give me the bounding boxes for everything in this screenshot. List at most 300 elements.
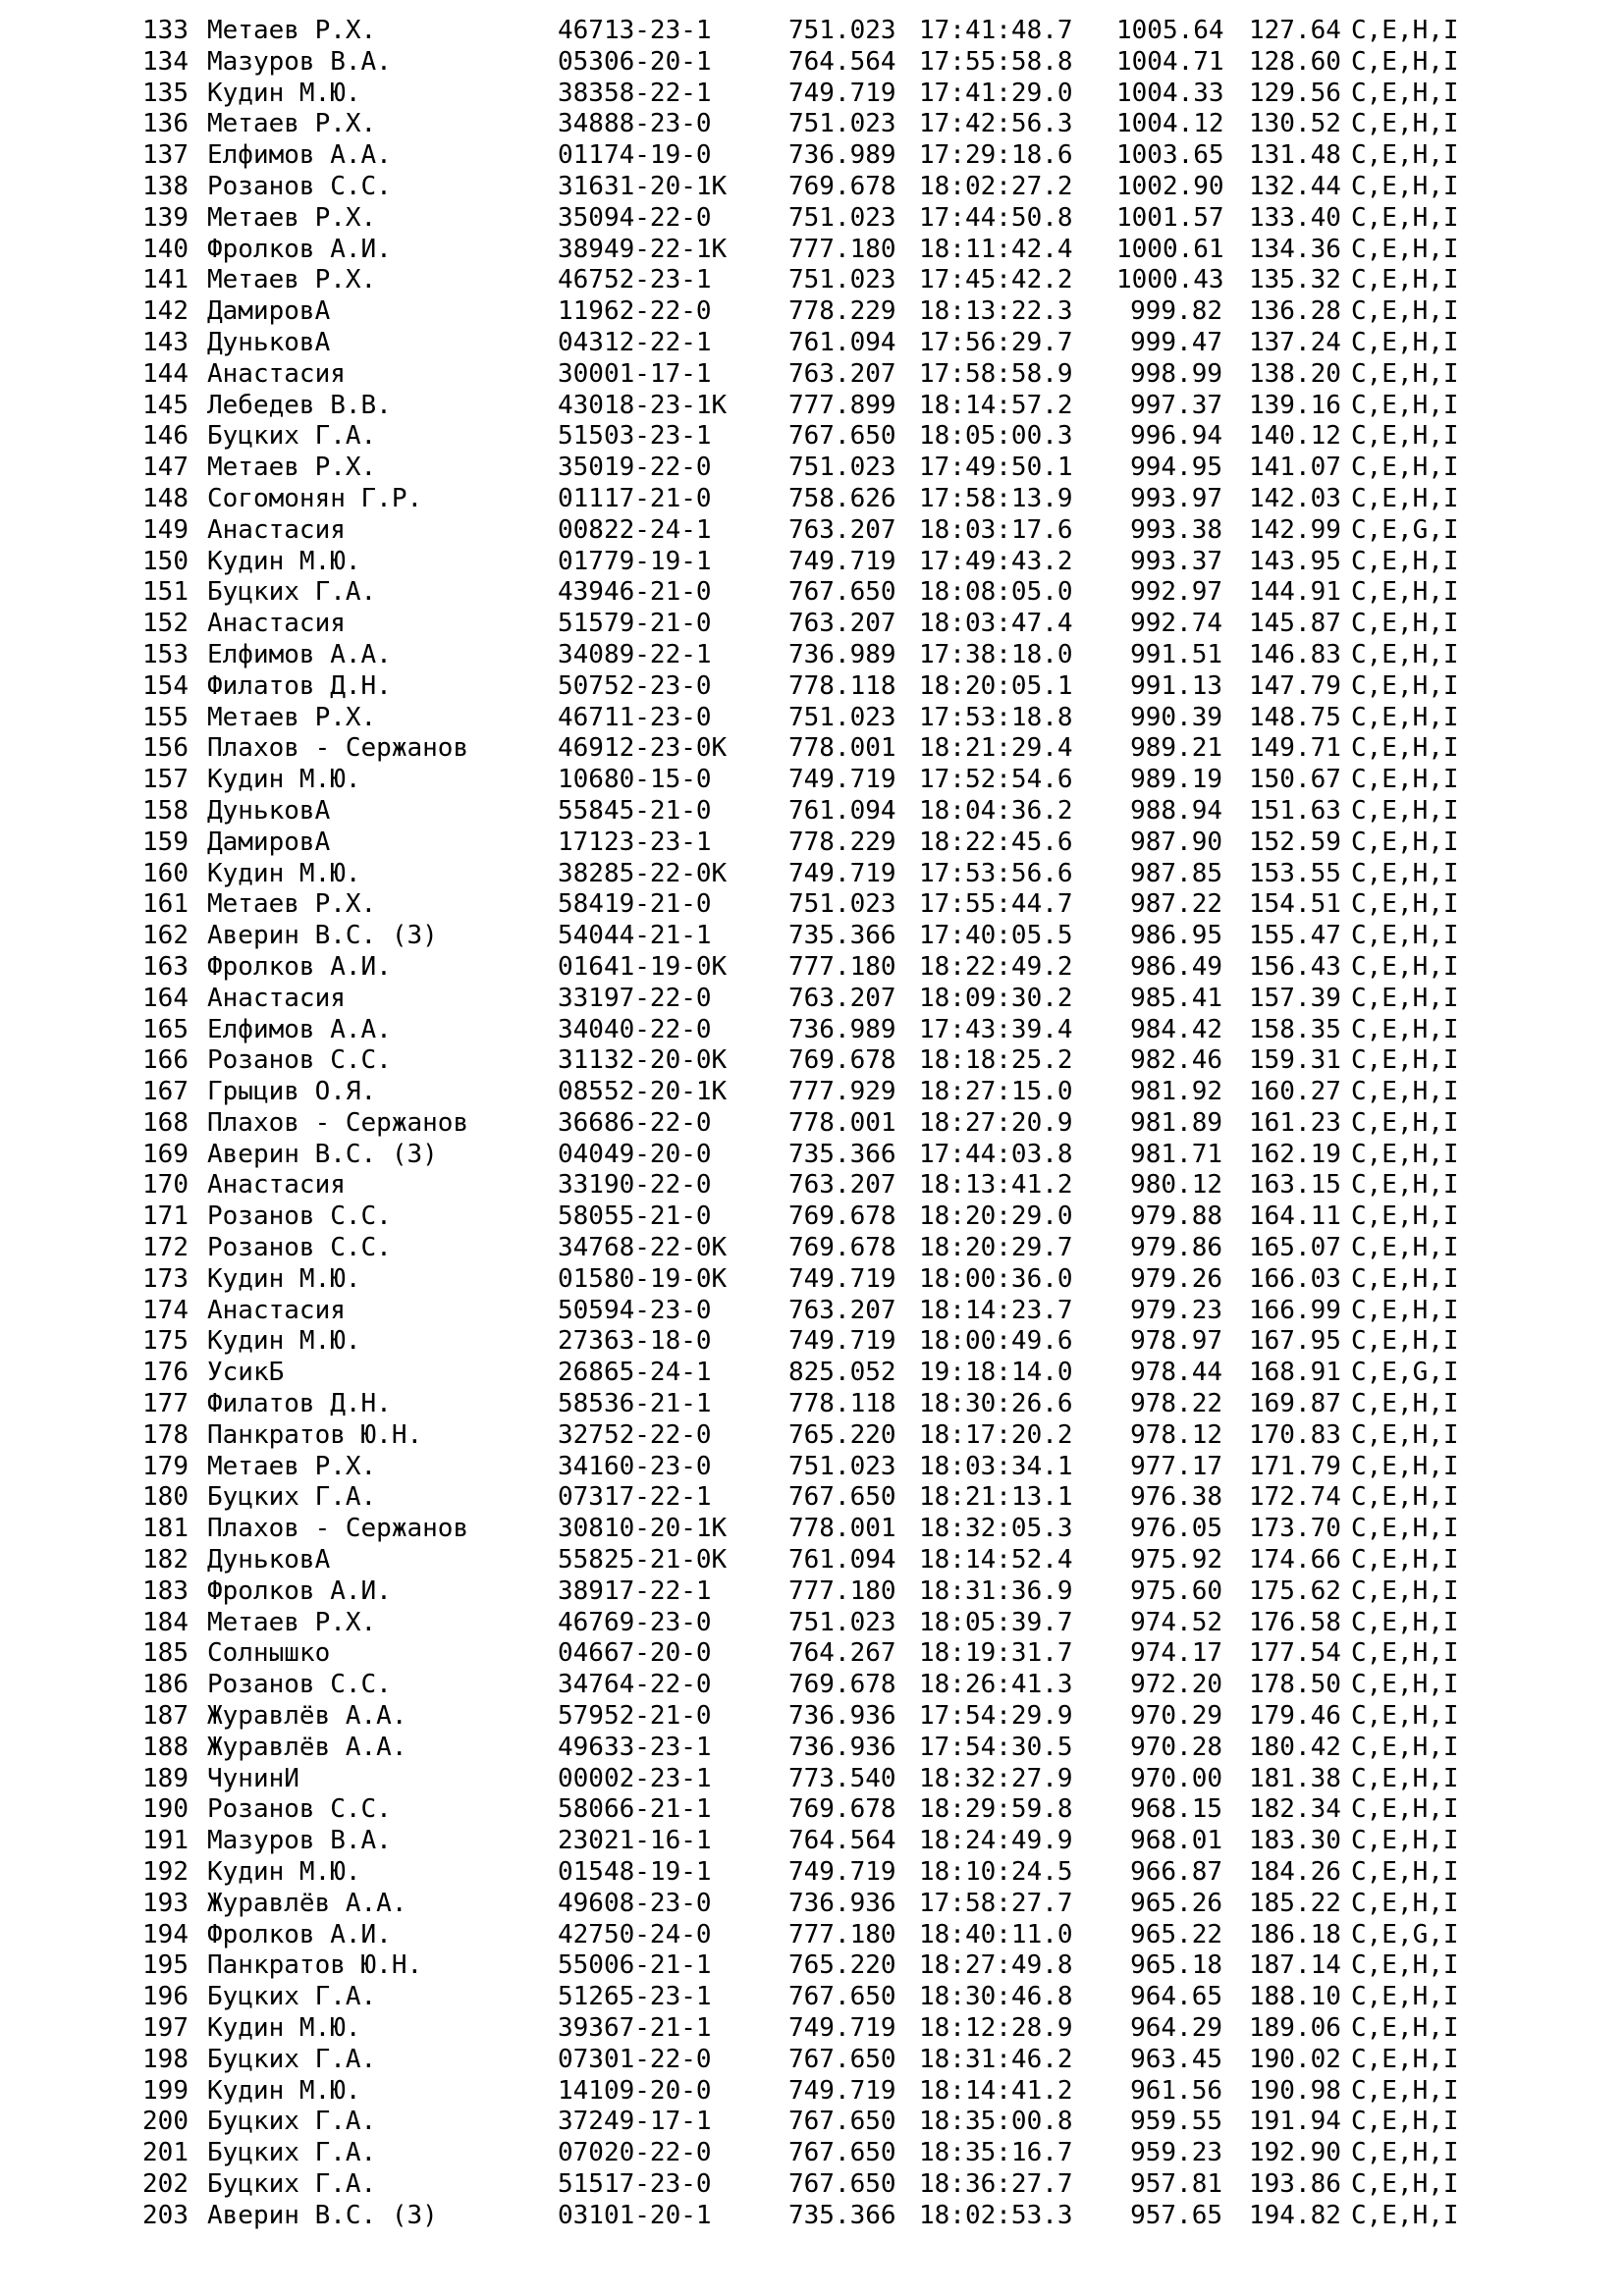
- distance-cell: 825.052: [788, 1358, 896, 1388]
- categories-cell: C,E,H,I: [1351, 1419, 1459, 1450]
- distance-cell: 763.207: [788, 1295, 896, 1325]
- ring-number-cell: 55845-21-0: [558, 795, 712, 826]
- table-row: [0, 453, 1624, 484]
- distance-cell: 777.180: [788, 1575, 896, 1606]
- arrival-time-cell: 17:42:56.3: [919, 109, 1073, 139]
- arrival-time-cell: 18:17:20.2: [919, 1419, 1073, 1450]
- place-cell: 155: [142, 702, 189, 732]
- table-row: [0, 140, 1624, 172]
- coefficient-cell: 186.18: [1249, 1919, 1341, 1949]
- fancier-name-cell: Анастасия: [207, 609, 346, 639]
- ring-number-cell: 54044-21-1: [558, 921, 712, 951]
- place-cell: 183: [142, 1575, 189, 1606]
- fancier-name-cell: ДуньковА: [207, 795, 331, 826]
- fancier-name-cell: Буцких Г.А.: [207, 2107, 377, 2137]
- place-cell: 186: [142, 1670, 189, 1700]
- distance-cell: 736.936: [788, 1732, 896, 1762]
- arrival-time-cell: 17:55:44.7: [919, 889, 1073, 920]
- table-row: [0, 1826, 1624, 1857]
- table-row: [0, 671, 1624, 703]
- coefficient-cell: 155.47: [1249, 921, 1341, 951]
- ring-number-cell: 31631-20-1K: [558, 171, 728, 201]
- speed-cell: 974.17: [1130, 1638, 1222, 1669]
- distance-cell: 778.001: [788, 1107, 896, 1138]
- fancier-name-cell: Кудин М.Ю.: [207, 2013, 361, 2043]
- place-cell: 148: [142, 483, 189, 513]
- speed-cell: 993.37: [1130, 546, 1222, 576]
- ring-number-cell: 01779-19-1: [558, 546, 712, 576]
- ring-number-cell: 34768-22-0K: [558, 1233, 728, 1263]
- speed-cell: 1004.33: [1116, 78, 1224, 108]
- fancier-name-cell: ДуньковА: [207, 1545, 331, 1575]
- fancier-name-cell: ДуньковА: [207, 327, 331, 357]
- arrival-time-cell: 17:41:29.0: [919, 78, 1073, 108]
- distance-cell: 764.564: [788, 46, 896, 77]
- categories-cell: C,E,H,I: [1351, 1545, 1459, 1575]
- categories-cell: C,E,H,I: [1351, 1701, 1459, 1732]
- distance-cell: 749.719: [788, 1326, 896, 1357]
- place-cell: 176: [142, 1358, 189, 1388]
- coefficient-cell: 173.70: [1249, 1514, 1341, 1544]
- arrival-time-cell: 18:13:41.2: [919, 1170, 1073, 1201]
- distance-cell: 767.650: [788, 577, 896, 608]
- ring-number-cell: 34888-23-0: [558, 109, 712, 139]
- categories-cell: C,E,H,I: [1351, 1077, 1459, 1107]
- fancier-name-cell: Аверин В.С. (З): [207, 921, 438, 951]
- table-row: [0, 1857, 1624, 1889]
- categories-cell: C,E,H,I: [1351, 1794, 1459, 1825]
- arrival-time-cell: 18:14:52.4: [919, 1545, 1073, 1575]
- speed-cell: 1003.65: [1116, 140, 1224, 171]
- table-row: [0, 1545, 1624, 1576]
- table-row: [0, 1482, 1624, 1514]
- fancier-name-cell: Елфимов А.А.: [207, 140, 392, 171]
- ring-number-cell: 00002-23-1: [558, 1763, 712, 1793]
- arrival-time-cell: 18:14:41.2: [919, 2075, 1073, 2106]
- distance-cell: 767.650: [788, 1982, 896, 2012]
- speed-cell: 989.19: [1130, 765, 1222, 795]
- ring-number-cell: 43946-21-0: [558, 577, 712, 608]
- speed-cell: 965.26: [1130, 1888, 1222, 1918]
- table-row: [0, 952, 1624, 984]
- ring-number-cell: 51503-23-1: [558, 421, 712, 452]
- coefficient-cell: 160.27: [1249, 1077, 1341, 1107]
- speed-cell: 978.12: [1130, 1419, 1222, 1450]
- arrival-time-cell: 18:20:29.0: [919, 1201, 1073, 1232]
- coefficient-cell: 193.86: [1249, 2168, 1341, 2199]
- place-cell: 160: [142, 858, 189, 888]
- categories-cell: C,E,H,I: [1351, 2168, 1459, 2199]
- fancier-name-cell: Кудин М.Ю.: [207, 546, 361, 576]
- coefficient-cell: 189.06: [1249, 2013, 1341, 2043]
- arrival-time-cell: 17:49:43.2: [919, 546, 1073, 576]
- table-row: [0, 1889, 1624, 1920]
- fancier-name-cell: Розанов С.С.: [207, 1233, 392, 1263]
- fancier-name-cell: Буцких Г.А.: [207, 1482, 377, 1513]
- fancier-name-cell: Метаев Р.Х.: [207, 265, 377, 295]
- arrival-time-cell: 17:44:03.8: [919, 1139, 1073, 1169]
- table-row: [0, 109, 1624, 140]
- ring-number-cell: 58055-21-0: [558, 1201, 712, 1232]
- table-row: [0, 1794, 1624, 1826]
- speed-cell: 1001.57: [1116, 202, 1224, 233]
- coefficient-cell: 157.39: [1249, 983, 1341, 1013]
- fancier-name-cell: Елфимов А.А.: [207, 639, 392, 669]
- coefficient-cell: 132.44: [1249, 171, 1341, 201]
- coefficient-cell: 167.95: [1249, 1326, 1341, 1357]
- ring-number-cell: 10680-15-0: [558, 765, 712, 795]
- speed-cell: 975.60: [1130, 1575, 1222, 1606]
- ring-number-cell: 01174-19-0: [558, 140, 712, 171]
- distance-cell: 761.094: [788, 795, 896, 826]
- categories-cell: C,E,H,I: [1351, 1514, 1459, 1544]
- place-cell: 136: [142, 109, 189, 139]
- arrival-time-cell: 17:58:13.9: [919, 483, 1073, 513]
- place-cell: 184: [142, 1607, 189, 1637]
- distance-cell: 761.094: [788, 1545, 896, 1575]
- distance-cell: 769.678: [788, 171, 896, 201]
- coefficient-cell: 165.07: [1249, 1233, 1341, 1263]
- speed-cell: 986.95: [1130, 921, 1222, 951]
- distance-cell: 763.207: [788, 609, 896, 639]
- coefficient-cell: 152.59: [1249, 827, 1341, 857]
- categories-cell: C,E,H,I: [1351, 1014, 1459, 1044]
- fancier-name-cell: Кудин М.Ю.: [207, 78, 361, 108]
- fancier-name-cell: Кудин М.Ю.: [207, 2075, 361, 2106]
- table-row: [0, 421, 1624, 453]
- table-row: [0, 1108, 1624, 1140]
- coefficient-cell: 187.14: [1249, 1950, 1341, 1981]
- categories-cell: C,E,H,I: [1351, 358, 1459, 389]
- categories-cell: C,E,H,I: [1351, 921, 1459, 951]
- ring-number-cell: 58536-21-1: [558, 1389, 712, 1419]
- categories-cell: C,E,G,I: [1351, 1358, 1459, 1388]
- place-cell: 145: [142, 390, 189, 420]
- ring-number-cell: 11962-22-0: [558, 296, 712, 327]
- ring-number-cell: 23021-16-1: [558, 1826, 712, 1856]
- coefficient-cell: 147.79: [1249, 670, 1341, 701]
- speed-cell: 982.46: [1130, 1045, 1222, 1076]
- speed-cell: 970.00: [1130, 1763, 1222, 1793]
- place-cell: 188: [142, 1732, 189, 1762]
- distance-cell: 751.023: [788, 702, 896, 732]
- speed-cell: 999.47: [1130, 327, 1222, 357]
- table-row: [0, 2138, 1624, 2169]
- coefficient-cell: 191.94: [1249, 2107, 1341, 2137]
- fancier-name-cell: Аверин В.С. (З): [207, 1139, 438, 1169]
- fancier-name-cell: Метаев Р.Х.: [207, 453, 377, 483]
- place-cell: 152: [142, 609, 189, 639]
- coefficient-cell: 177.54: [1249, 1638, 1341, 1669]
- coefficient-cell: 188.10: [1249, 1982, 1341, 2012]
- categories-cell: C,E,H,I: [1351, 1326, 1459, 1357]
- coefficient-cell: 151.63: [1249, 795, 1341, 826]
- categories-cell: C,E,H,I: [1351, 202, 1459, 233]
- ring-number-cell: 01548-19-1: [558, 1857, 712, 1888]
- place-cell: 177: [142, 1389, 189, 1419]
- arrival-time-cell: 18:18:25.2: [919, 1045, 1073, 1076]
- ring-number-cell: 46713-23-1: [558, 16, 712, 45]
- distance-cell: 769.678: [788, 1794, 896, 1825]
- speed-cell: 988.94: [1130, 795, 1222, 826]
- table-row: [0, 1389, 1624, 1420]
- arrival-time-cell: 18:00:36.0: [919, 1263, 1073, 1294]
- speed-cell: 989.21: [1130, 733, 1222, 764]
- ring-number-cell: 35094-22-0: [558, 202, 712, 233]
- fancier-name-cell: Филатов Д.Н.: [207, 670, 392, 701]
- fancier-name-cell: Журавлёв А.А.: [207, 1732, 407, 1762]
- coefficient-cell: 140.12: [1249, 421, 1341, 452]
- coefficient-cell: 181.38: [1249, 1763, 1341, 1793]
- fancier-name-cell: Журавлёв А.А.: [207, 1888, 407, 1918]
- table-row: [0, 984, 1624, 1015]
- speed-cell: 1005.64: [1116, 16, 1224, 45]
- table-row: [0, 1670, 1624, 1701]
- arrival-time-cell: 17:58:58.9: [919, 358, 1073, 389]
- place-cell: 190: [142, 1794, 189, 1825]
- distance-cell: 765.220: [788, 1950, 896, 1981]
- place-cell: 168: [142, 1107, 189, 1138]
- speed-cell: 978.22: [1130, 1389, 1222, 1419]
- arrival-time-cell: 18:40:11.0: [919, 1919, 1073, 1949]
- distance-cell: 735.366: [788, 2200, 896, 2230]
- place-cell: 198: [142, 2044, 189, 2074]
- arrival-time-cell: 18:27:49.8: [919, 1950, 1073, 1981]
- coefficient-cell: 145.87: [1249, 609, 1341, 639]
- coefficient-cell: 130.52: [1249, 109, 1341, 139]
- coefficient-cell: 142.03: [1249, 483, 1341, 513]
- table-row: [0, 203, 1624, 235]
- distance-cell: 767.650: [788, 2138, 896, 2168]
- table-row: [0, 1950, 1624, 1982]
- fancier-name-cell: Фролков А.И.: [207, 951, 392, 982]
- ring-number-cell: 17123-23-1: [558, 827, 712, 857]
- speed-cell: 959.55: [1130, 2107, 1222, 2137]
- speed-cell: 957.65: [1130, 2200, 1222, 2230]
- distance-cell: 749.719: [788, 1857, 896, 1888]
- speed-cell: 1000.43: [1116, 265, 1224, 295]
- categories-cell: C,E,H,I: [1351, 1982, 1459, 2012]
- categories-cell: C,E,H,I: [1351, 296, 1459, 327]
- speed-cell: 986.49: [1130, 951, 1222, 982]
- table-row: [0, 1264, 1624, 1296]
- ring-number-cell: 03101-20-1: [558, 2200, 712, 2230]
- fancier-name-cell: Буцких Г.А.: [207, 2044, 377, 2074]
- coefficient-cell: 144.91: [1249, 577, 1341, 608]
- arrival-time-cell: 18:24:49.9: [919, 1826, 1073, 1856]
- categories-cell: C,E,H,I: [1351, 951, 1459, 982]
- distance-cell: 767.650: [788, 2168, 896, 2199]
- place-cell: 162: [142, 921, 189, 951]
- categories-cell: C,E,G,I: [1351, 1919, 1459, 1949]
- speed-cell: 994.95: [1130, 453, 1222, 483]
- categories-cell: C,E,H,I: [1351, 1295, 1459, 1325]
- distance-cell: 763.207: [788, 1170, 896, 1201]
- distance-cell: 777.180: [788, 1919, 896, 1949]
- ring-number-cell: 36686-22-0: [558, 1107, 712, 1138]
- distance-cell: 736.989: [788, 140, 896, 171]
- place-cell: 165: [142, 1014, 189, 1044]
- coefficient-cell: 178.50: [1249, 1670, 1341, 1700]
- place-cell: 141: [142, 265, 189, 295]
- table-row: [0, 359, 1624, 391]
- speed-cell: 979.23: [1130, 1295, 1222, 1325]
- speed-cell: 970.29: [1130, 1701, 1222, 1732]
- ring-number-cell: 04049-20-0: [558, 1139, 712, 1169]
- ring-number-cell: 38358-22-1: [558, 78, 712, 108]
- table-row: [0, 16, 1624, 47]
- place-cell: 140: [142, 234, 189, 264]
- ring-number-cell: 33190-22-0: [558, 1170, 712, 1201]
- coefficient-cell: 166.99: [1249, 1295, 1341, 1325]
- distance-cell: 773.540: [788, 1763, 896, 1793]
- table-row: [0, 1638, 1624, 1670]
- ring-number-cell: 46711-23-0: [558, 702, 712, 732]
- arrival-time-cell: 17:41:48.7: [919, 16, 1073, 45]
- fancier-name-cell: Аверин В.С. (З): [207, 2200, 438, 2230]
- place-cell: 138: [142, 171, 189, 201]
- speed-cell: 964.29: [1130, 2013, 1222, 2043]
- categories-cell: C,E,H,I: [1351, 421, 1459, 452]
- place-cell: 151: [142, 577, 189, 608]
- place-cell: 163: [142, 951, 189, 982]
- fancier-name-cell: Плахов - Сержанов: [207, 1107, 469, 1138]
- speed-cell: 959.23: [1130, 2138, 1222, 2168]
- categories-cell: C,E,H,I: [1351, 2013, 1459, 2043]
- distance-cell: 751.023: [788, 453, 896, 483]
- table-row: [0, 765, 1624, 796]
- distance-cell: 777.929: [788, 1077, 896, 1107]
- speed-cell: 976.05: [1130, 1514, 1222, 1544]
- place-cell: 201: [142, 2138, 189, 2168]
- table-row: [0, 1296, 1624, 1327]
- distance-cell: 736.936: [788, 1701, 896, 1732]
- distance-cell: 749.719: [788, 858, 896, 888]
- ring-number-cell: 39367-21-1: [558, 2013, 712, 2043]
- ring-number-cell: 49633-23-1: [558, 1732, 712, 1762]
- place-cell: 157: [142, 765, 189, 795]
- distance-cell: 749.719: [788, 1263, 896, 1294]
- fancier-name-cell: Розанов С.С.: [207, 1045, 392, 1076]
- distance-cell: 758.626: [788, 483, 896, 513]
- coefficient-cell: 182.34: [1249, 1794, 1341, 1825]
- arrival-time-cell: 17:53:18.8: [919, 702, 1073, 732]
- categories-cell: C,E,H,I: [1351, 577, 1459, 608]
- fancier-name-cell: Анастасия: [207, 514, 346, 545]
- table-row: [0, 547, 1624, 578]
- table-row: [0, 1326, 1624, 1358]
- arrival-time-cell: 17:58:27.7: [919, 1888, 1073, 1918]
- arrival-time-cell: 17:43:39.4: [919, 1014, 1073, 1044]
- table-row: [0, 1514, 1624, 1545]
- ring-number-cell: 31132-20-0K: [558, 1045, 728, 1076]
- distance-cell: 751.023: [788, 16, 896, 45]
- speed-cell: 968.15: [1130, 1794, 1222, 1825]
- fancier-name-cell: Анастасия: [207, 983, 346, 1013]
- coefficient-cell: 192.90: [1249, 2138, 1341, 2168]
- speed-cell: 966.87: [1130, 1857, 1222, 1888]
- fancier-name-cell: Панкратов Ю.Н.: [207, 1950, 423, 1981]
- ring-number-cell: 34040-22-0: [558, 1014, 712, 1044]
- ring-number-cell: 46769-23-0: [558, 1607, 712, 1637]
- table-row: [0, 889, 1624, 921]
- speed-cell: 981.89: [1130, 1107, 1222, 1138]
- distance-cell: 765.220: [788, 1419, 896, 1450]
- distance-cell: 749.719: [788, 546, 896, 576]
- coefficient-cell: 175.62: [1249, 1575, 1341, 1606]
- arrival-time-cell: 19:18:14.0: [919, 1358, 1073, 1388]
- arrival-time-cell: 18:36:27.7: [919, 2168, 1073, 2199]
- fancier-name-cell: Кудин М.Ю.: [207, 1263, 361, 1294]
- coefficient-cell: 146.83: [1249, 639, 1341, 669]
- place-cell: 143: [142, 327, 189, 357]
- speed-cell: 979.26: [1130, 1263, 1222, 1294]
- place-cell: 158: [142, 795, 189, 826]
- coefficient-cell: 170.83: [1249, 1419, 1341, 1450]
- coefficient-cell: 166.03: [1249, 1263, 1341, 1294]
- distance-cell: 764.564: [788, 1826, 896, 1856]
- fancier-name-cell: Метаев Р.Х.: [207, 16, 377, 45]
- coefficient-cell: 142.99: [1249, 514, 1341, 545]
- arrival-time-cell: 18:30:46.8: [919, 1982, 1073, 2012]
- fancier-name-cell: Фролков А.И.: [207, 1575, 392, 1606]
- coefficient-cell: 158.35: [1249, 1014, 1341, 1044]
- categories-cell: C,E,H,I: [1351, 1139, 1459, 1169]
- speed-cell: 987.22: [1130, 889, 1222, 920]
- ring-number-cell: 27363-18-0: [558, 1326, 712, 1357]
- coefficient-cell: 159.31: [1249, 1045, 1341, 1076]
- fancier-name-cell: Розанов С.С.: [207, 1794, 392, 1825]
- coefficient-cell: 169.87: [1249, 1389, 1341, 1419]
- table-row: [0, 1170, 1624, 1201]
- arrival-time-cell: 18:08:05.0: [919, 577, 1073, 608]
- arrival-time-cell: 18:35:00.8: [919, 2107, 1073, 2137]
- speed-cell: 1000.61: [1116, 234, 1224, 264]
- categories-cell: C,E,H,I: [1351, 1389, 1459, 1419]
- table-row: [0, 921, 1624, 952]
- table-row: [0, 1201, 1624, 1233]
- coefficient-cell: 161.23: [1249, 1107, 1341, 1138]
- speed-cell: 998.99: [1130, 358, 1222, 389]
- speed-cell: 974.52: [1130, 1607, 1222, 1637]
- fancier-name-cell: Анастасия: [207, 358, 346, 389]
- speed-cell: 985.41: [1130, 983, 1222, 1013]
- distance-cell: 777.180: [788, 951, 896, 982]
- place-cell: 189: [142, 1763, 189, 1793]
- place-cell: 174: [142, 1295, 189, 1325]
- ring-number-cell: 58066-21-1: [558, 1794, 712, 1825]
- distance-cell: 736.989: [788, 1014, 896, 1044]
- fancier-name-cell: Кудин М.Ю.: [207, 1857, 361, 1888]
- place-cell: 173: [142, 1263, 189, 1294]
- coefficient-cell: 179.46: [1249, 1701, 1341, 1732]
- fancier-name-cell: Метаев Р.Х.: [207, 109, 377, 139]
- table-row: [0, 79, 1624, 110]
- ring-number-cell: 07317-22-1: [558, 1482, 712, 1513]
- table-row: [0, 484, 1624, 515]
- fancier-name-cell: Буцких Г.А.: [207, 1982, 377, 2012]
- speed-cell: 975.92: [1130, 1545, 1222, 1575]
- coefficient-cell: 129.56: [1249, 78, 1341, 108]
- arrival-time-cell: 18:32:27.9: [919, 1763, 1073, 1793]
- place-cell: 149: [142, 514, 189, 545]
- table-row: [0, 1982, 1624, 2013]
- coefficient-cell: 176.58: [1249, 1607, 1341, 1637]
- place-cell: 135: [142, 78, 189, 108]
- categories-cell: C,E,H,I: [1351, 78, 1459, 108]
- fancier-name-cell: Розанов С.С.: [207, 1670, 392, 1700]
- distance-cell: 751.023: [788, 1451, 896, 1481]
